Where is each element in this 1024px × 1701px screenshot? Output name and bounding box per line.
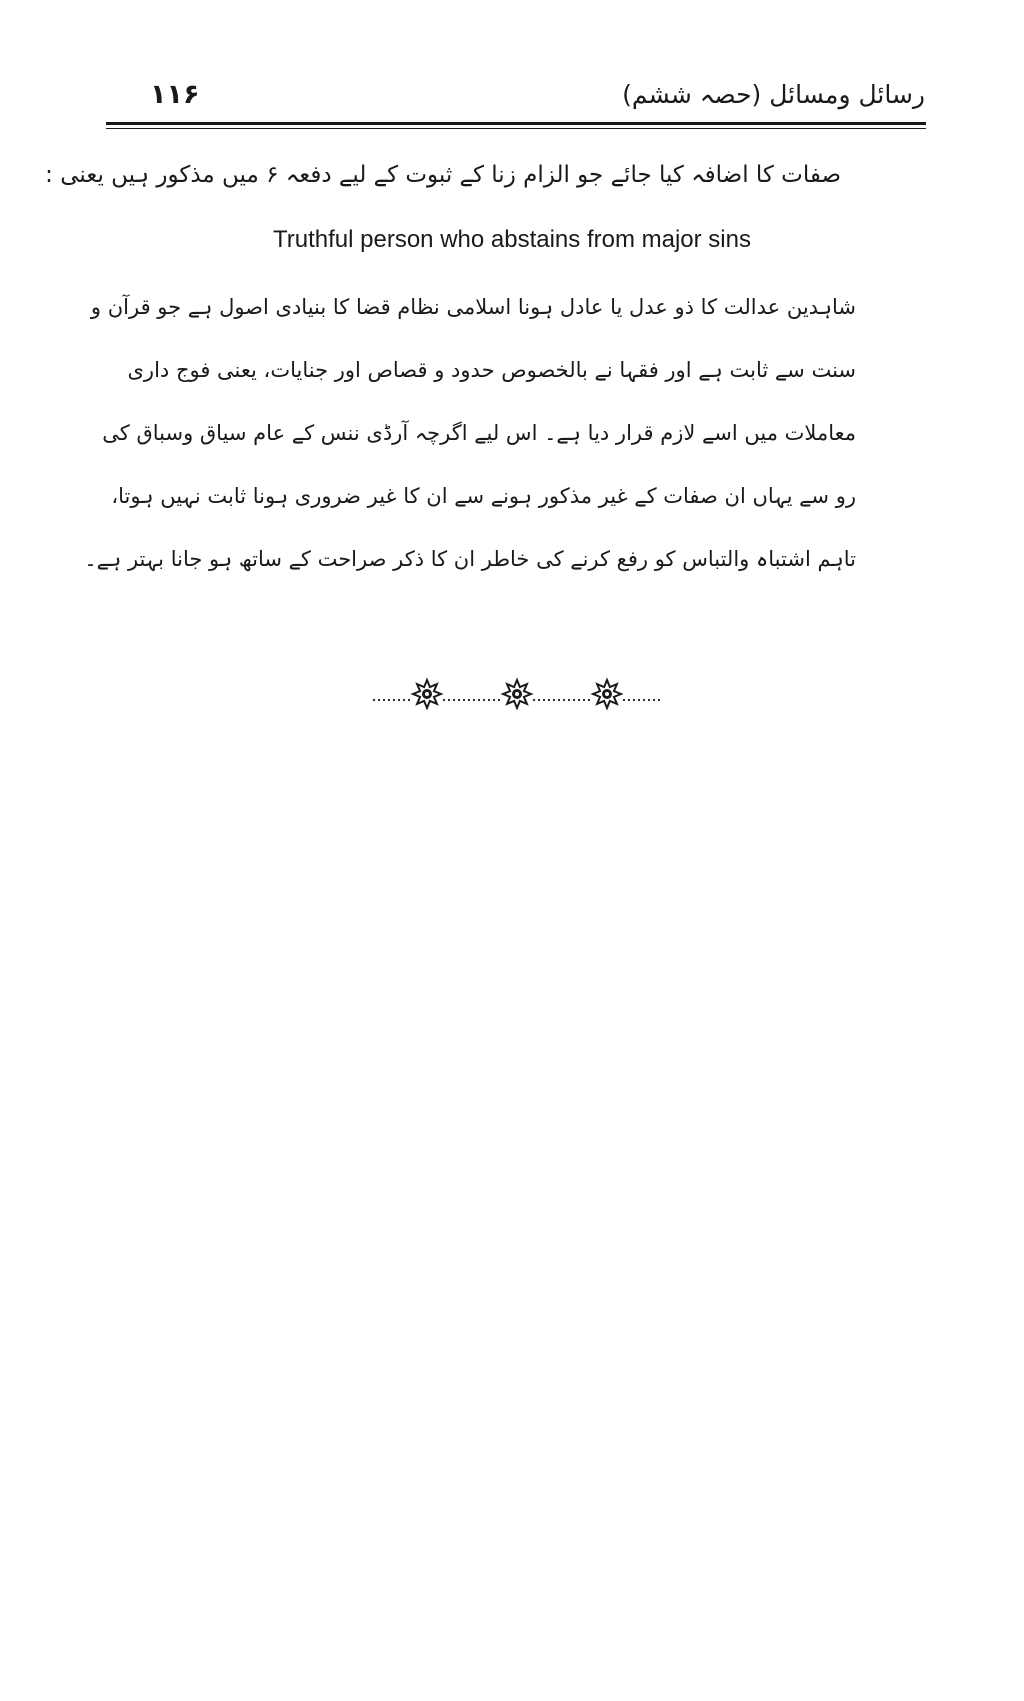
ornament-dot [568, 699, 570, 701]
section-end-ornament [372, 677, 662, 711]
page-number: ۱۱۶ [150, 79, 200, 110]
ornament-dot [373, 699, 375, 701]
ornament-dot [583, 699, 585, 701]
ornament-dot [558, 699, 560, 701]
ornament-dot [473, 699, 475, 701]
ornament-dot [393, 699, 395, 701]
ornament-dot [573, 699, 575, 701]
english-quote: Truthful person who abstains from major sins [273, 226, 751, 253]
ornament-dot [548, 699, 550, 701]
ornament-dot [538, 699, 540, 701]
ornament-dot [488, 699, 490, 701]
ornament-dot [483, 699, 485, 701]
ornament-dot [543, 699, 545, 701]
paragraph-line: شاہدین عدالت کا ذو عدل یا عادل ہونا اسلامی نظام قضا کا بنیادی اصول ہے جو قرآن و [90, 295, 856, 319]
ornament-dot [638, 699, 640, 701]
ornament-dot [448, 699, 450, 701]
ornament-dot [578, 699, 580, 701]
ornament-dot [553, 699, 555, 701]
ornament-dot [588, 699, 590, 701]
ornament-dot [398, 699, 400, 701]
header-rule-thin [106, 128, 926, 129]
star-flower-icon [503, 680, 531, 708]
header-rule-thick [106, 122, 926, 125]
ornament-dot [498, 699, 500, 701]
ornament-dot [623, 699, 625, 701]
ornament-dot [493, 699, 495, 701]
body-paragraph [84, 290, 856, 605]
ornament-dot [628, 699, 630, 701]
star-flower-icon [593, 680, 621, 708]
ornament-dot [468, 699, 470, 701]
ornament-dot [408, 699, 410, 701]
ornament-dot [648, 699, 650, 701]
ornament-dot [633, 699, 635, 701]
ornament-dot [658, 699, 660, 701]
page-header [105, 78, 925, 118]
intro-line: صفات کا اضافہ کیا جائے جو الزام زنا کے ثبوت کے لیے دفعہ ۶ میں مذکور ہیں یعنی : [45, 162, 841, 188]
dotted-line [373, 699, 660, 701]
ornament-dot [478, 699, 480, 701]
ornament-dot [643, 699, 645, 701]
ornament-dot [458, 699, 460, 701]
paragraph-line: تاہم اشتباہ والتباس کو رفع کرنے کی خاطر ان کا ذکر صراحت کے ساتھ ہو جانا بہتر ہے۔ [84, 547, 856, 571]
ornament-dot [453, 699, 455, 701]
ornament-dot [563, 699, 565, 701]
paragraph-line: رو سے یہاں ان صفات کے غیر مذکور ہونے سے ان کا غیر ضروری ہونا ثابت نہیں ہوتا، [111, 484, 856, 508]
book-title: رسائل ومسائل (حصہ ششم) [622, 80, 925, 109]
ornament-svg [372, 677, 662, 711]
ornament-dot [443, 699, 445, 701]
ornament-dot [378, 699, 380, 701]
ornament-dot [533, 699, 535, 701]
ornament-dot [403, 699, 405, 701]
ornament-dot [383, 699, 385, 701]
ornament-dot [463, 699, 465, 701]
ornament-stars [413, 680, 621, 708]
ornament-dot [388, 699, 390, 701]
star-flower-icon [413, 680, 441, 708]
paragraph-line: معاملات میں اسے لازم قرار دیا ہے۔ اس لیے اگرچہ آرڈی ننس کے عام سیاق وسباق کی [102, 421, 856, 445]
ornament-dot [653, 699, 655, 701]
paragraph-line: سنت سے ثابت ہے اور فقہا نے بالخصوص حدود و قصاص اور جنایات، یعنی فوج داری [127, 358, 856, 382]
